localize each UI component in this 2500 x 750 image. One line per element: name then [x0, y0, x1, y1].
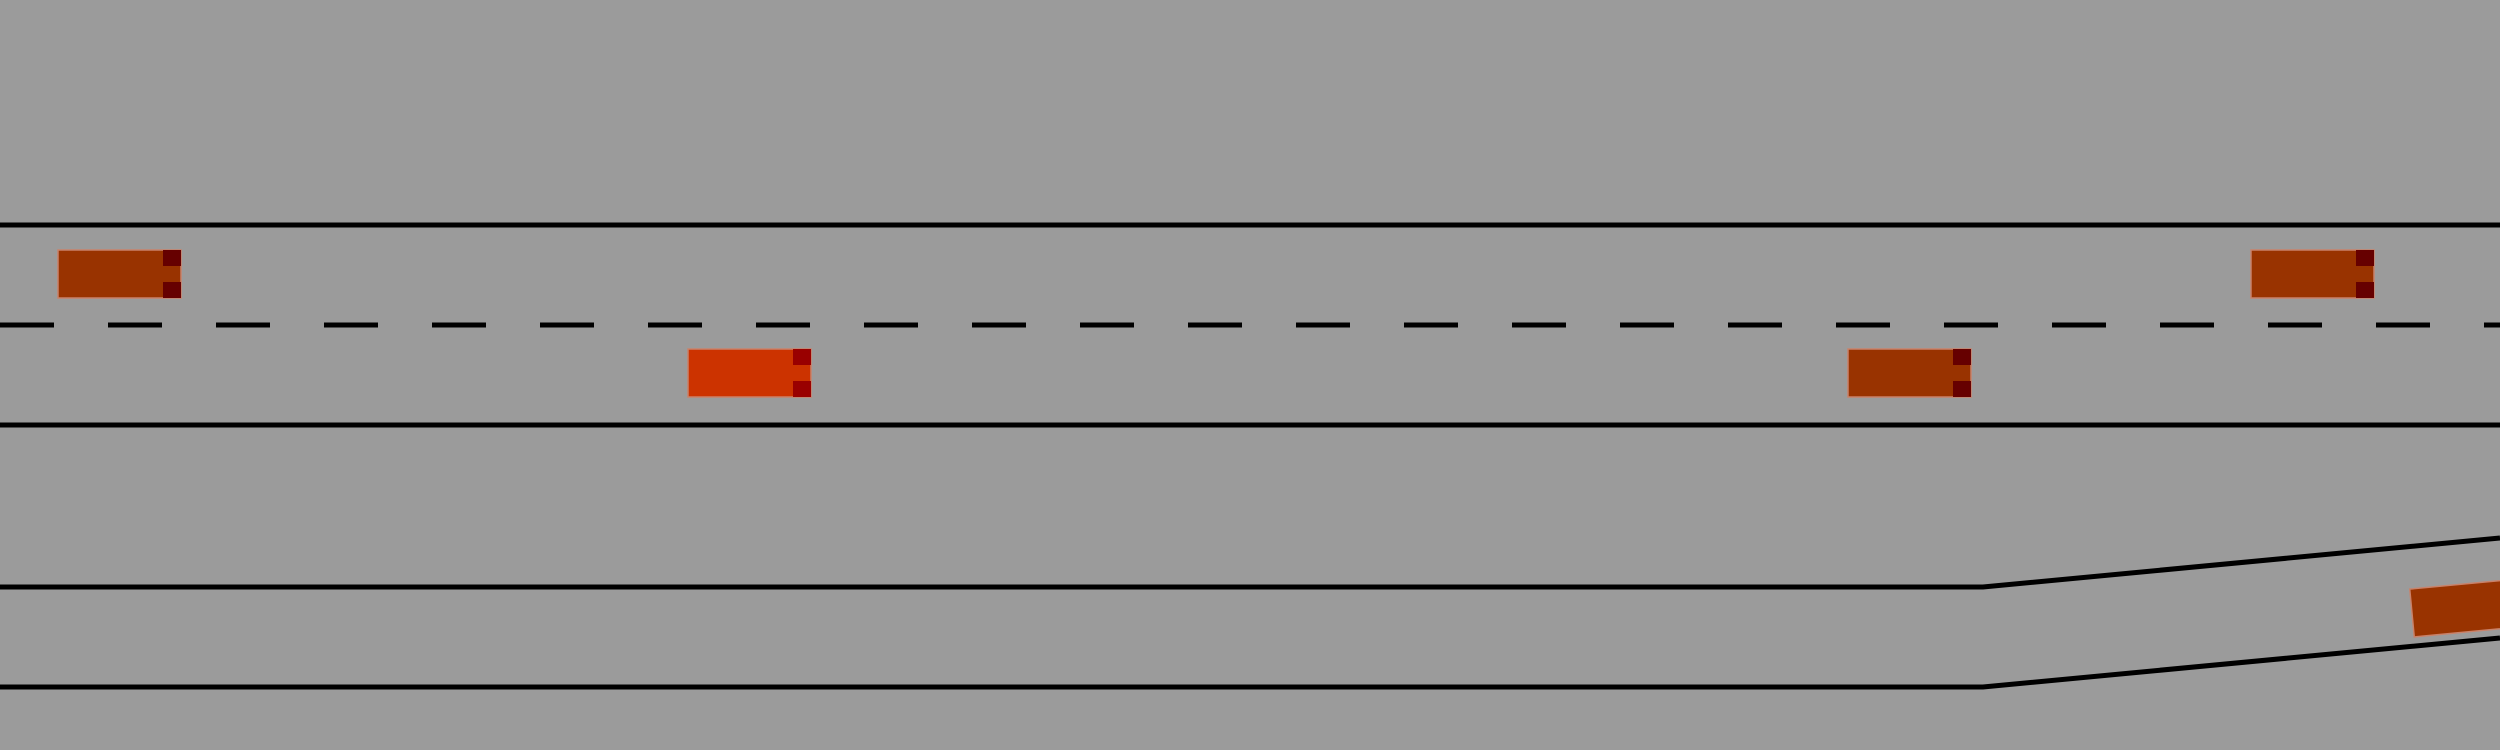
vehicle-tail-light	[2356, 282, 2374, 298]
vehicle-body	[688, 349, 811, 397]
vehicle-body	[2251, 250, 2374, 298]
vehicle-body	[1848, 349, 1971, 397]
vehicle-body	[58, 250, 181, 298]
vehicle-tail-light	[793, 349, 811, 365]
vehicle-tail-light	[2356, 250, 2374, 266]
vehicle-tail-light	[793, 381, 811, 397]
vehicle-tail-light	[163, 250, 181, 266]
vehicle-tail-light	[163, 282, 181, 298]
vehicle-tail-light	[1953, 349, 1971, 365]
vehicle-2	[688, 349, 811, 397]
vehicle-4	[2251, 250, 2374, 298]
vehicle-tail-light	[1953, 381, 1971, 397]
vehicle-3	[1848, 349, 1971, 397]
vehicle-1	[58, 250, 181, 298]
